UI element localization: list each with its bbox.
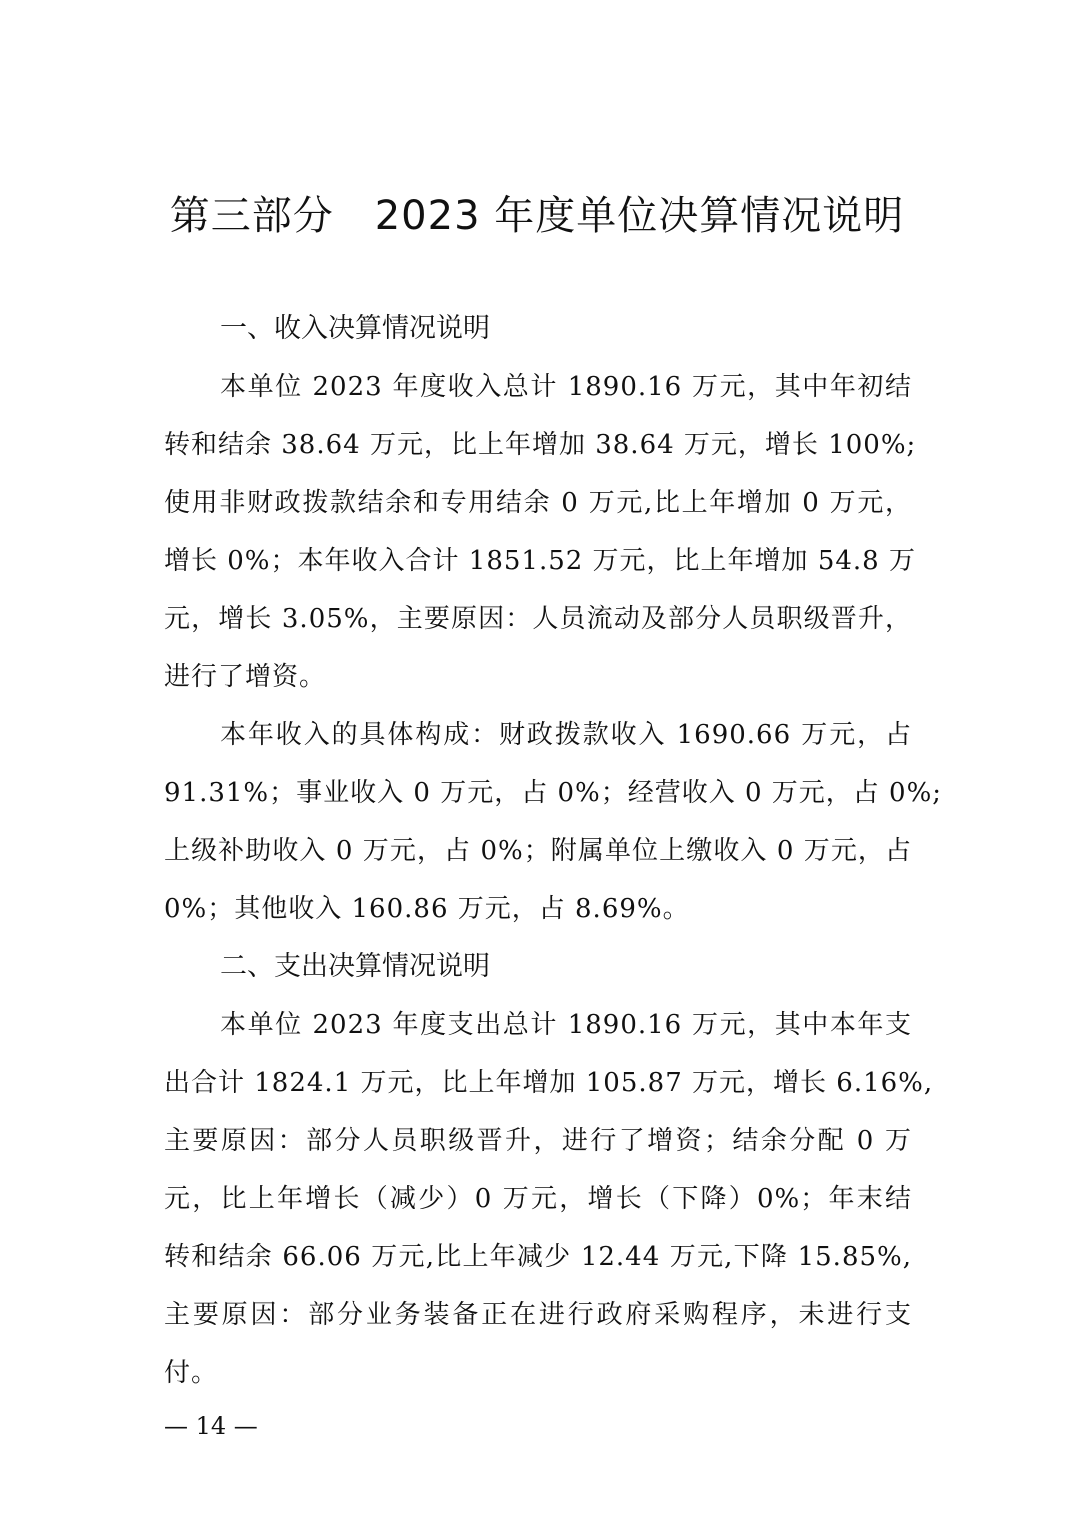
section-heading-income: 一、收入决算情况说明 [220, 313, 490, 344]
paragraph-line: 本单位 2023 年度收入总计 1890.16 万元，其中年初结 [220, 372, 912, 402]
paragraph-line: 上级补助收入 0 万元，占 0%；附属单位上缴收入 0 万元，占 [164, 836, 912, 866]
income-summary-paragraph [164, 358, 917, 706]
page-number: — 14 — [164, 1412, 258, 1440]
paragraph-line: 付。 [164, 1358, 219, 1388]
paragraph-line: 0%；其他收入 160.86 万元，占 8.69%。 [164, 894, 690, 924]
paragraph-line: 主要原因：部分人员职级晋升，进行了增资；结余分配 0 万 [164, 1126, 912, 1156]
paragraph-line: 元，增长 3.05%，主要原因：人员流动及部分人员职级晋升， [164, 604, 912, 634]
document-body [164, 300, 943, 1402]
paragraph-line: 91.31%；事业收入 0 万元，占 0%；经营收入 0 万元，占 0%; [164, 778, 943, 808]
paragraph-line: 出合计 1824.1 万元，比上年增加 105.87 万元，增长 6.16%, [164, 1068, 934, 1098]
section-heading-expenditure: 二、支出决算情况说明 [220, 951, 490, 982]
paragraph-line: 本单位 2023 年度支出总计 1890.16 万元，其中本年支 [220, 1010, 912, 1040]
paragraph-line: 转和结余 38.64 万元，比上年增加 38.64 万元，增长 100%; [164, 430, 917, 460]
paragraph-line: 本年收入的具体构成：财政拨款收入 1690.66 万元，占 [220, 720, 912, 750]
page-title: 第三部分 2023 年度单位决算情况说明 [169, 193, 905, 239]
paragraph-line: 转和结余 66.06 万元,比上年减少 12.44 万元,下降 15.85%, [164, 1242, 912, 1272]
paragraph-line: 使用非财政拨款结余和专用结余 0 万元,比上年增加 0 万元， [164, 488, 912, 518]
paragraph-line: 元，比上年增长（减少）0 万元，增长（下降）0%；年末结 [164, 1184, 912, 1214]
income-composition-paragraph [164, 706, 943, 938]
paragraph-line: 进行了增资。 [164, 662, 327, 692]
expenditure-summary-paragraph [164, 996, 934, 1402]
paragraph-line: 主要原因：部分业务装备正在进行政府采购程序，未进行支 [164, 1300, 912, 1330]
paragraph-line: 增长 0%；本年收入合计 1851.52 万元，比上年增加 54.8 万 [164, 546, 916, 576]
